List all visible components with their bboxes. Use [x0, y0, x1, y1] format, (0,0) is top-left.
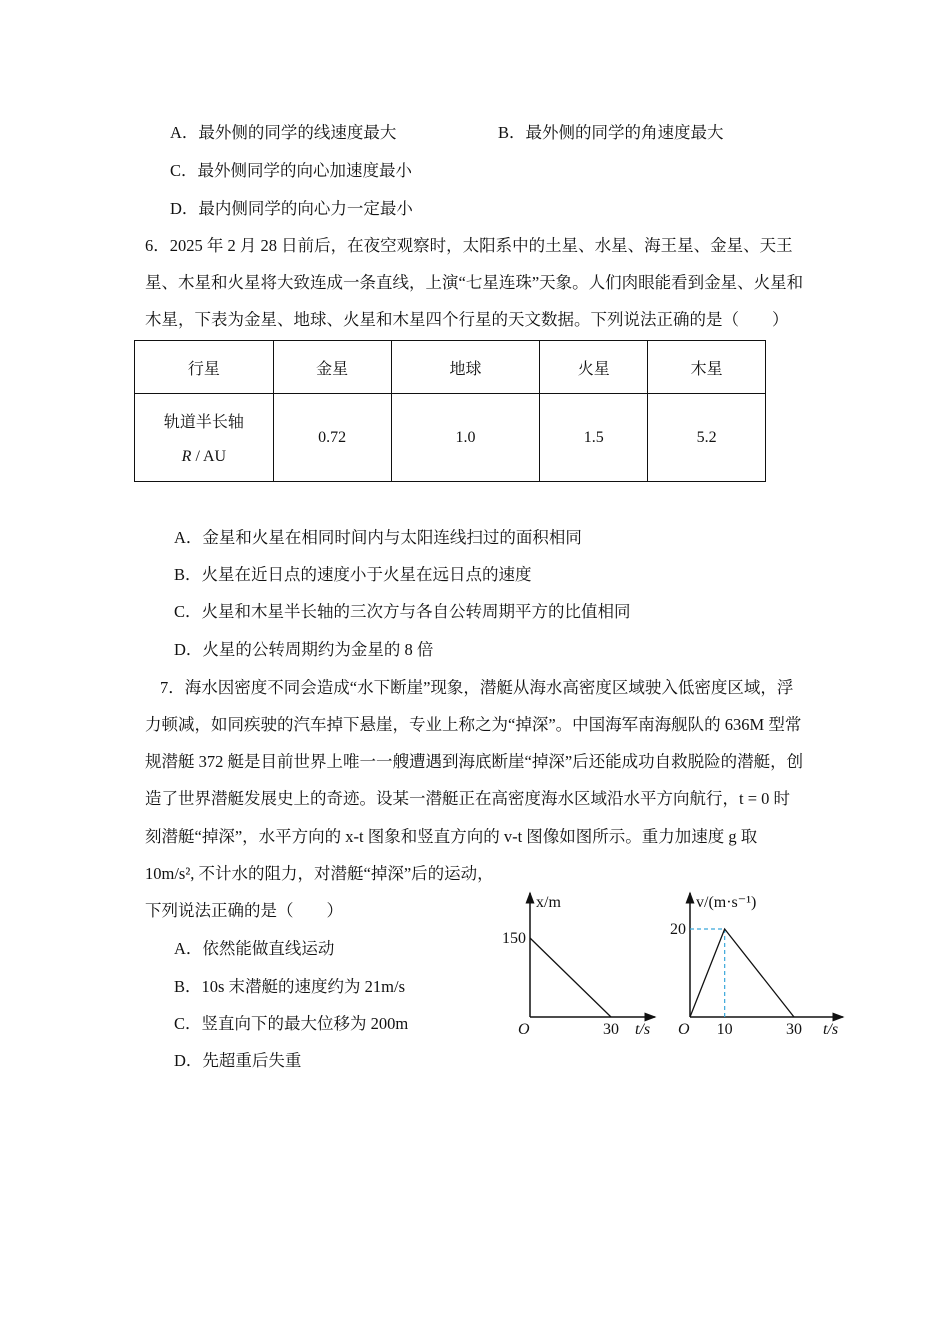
- q7-stem-line: 10m/s², 不计水的阻力，对潜艇“掉深”后的运动，: [145, 864, 494, 883]
- q7-stem-line: 7．海水因密度不同会造成“水下断崖”现象，潜艇从海水高密度区域驶入低密度区域，浮: [160, 678, 794, 697]
- q5-option-b: B．最外侧的同学的角速度最大: [498, 123, 724, 142]
- x-tick-label: 10: [716, 1021, 733, 1038]
- q6-option-a: A．金星和火星在相同时间内与太阳连线扫过的面积相同: [174, 528, 582, 547]
- row-label-text: 轨道半长轴: [163, 414, 244, 431]
- table-header: 金星: [273, 341, 391, 394]
- row-label-var: R: [181, 448, 192, 465]
- q7-stem-line: 刻潜艇“掉深”，水平方向的 x-t 图象和竖直方向的 v-t 图像如图所示。重力加速度 g 取: [145, 827, 758, 846]
- y-axis-label: v/(m·s⁻¹): [696, 894, 757, 911]
- origin-label: O: [678, 1021, 690, 1038]
- series-line: [530, 938, 611, 1017]
- table-cell: 0.72: [273, 394, 391, 482]
- q5-option-d: D．最内侧同学的向心力一定最小: [170, 199, 413, 218]
- q6-option-c: C．火星和木星半长轴的三次方与各自公转周期平方的比值相同: [174, 602, 631, 621]
- table-cell: 1.0: [391, 394, 540, 482]
- q7-option-c: C．竖直向下的最大位移为 200m: [174, 1014, 409, 1033]
- q7-stem-line: 造了世界潜艇发展史上的奇迹。设某一潜艇正在高密度海水区域沿水平方向航行，t = 0 时: [145, 789, 791, 808]
- q6-stem-line: 星、木星和火星将大致连成一条直线，上演“七星连珠”天象。人们肉眼能看到金星、火星和: [145, 273, 804, 292]
- table-cell: 5.2: [648, 394, 766, 482]
- q7-option-d: D．先超重后失重: [174, 1051, 302, 1070]
- x-axis-label: t/s: [823, 1021, 839, 1038]
- q6-stem-line: 木星，下表为金星、地球、火星和木星四个行星的天文数据。下列说法正确的是（ ）: [145, 310, 789, 329]
- table-cell: 1.5: [540, 394, 648, 482]
- y-tick-label: 150: [502, 930, 526, 947]
- x-axis-label: t/s: [635, 1021, 651, 1038]
- origin-label: O: [518, 1021, 530, 1038]
- q7-stem-line: 规潜艇 372 艇是目前世界上唯一一艘遭遇到海底断崖“掉深”后还能成功自救脱险的潜艇，创: [145, 752, 804, 771]
- y-axis-label: x/m: [536, 894, 561, 911]
- q7-stem-line: 下列说法正确的是（ ）: [145, 901, 343, 920]
- table-header: 火星: [540, 341, 648, 394]
- y-tick-label: 20: [670, 921, 686, 938]
- q6-stem-line: 6．2025 年 2 月 28 日前后，在夜空观察时，太阳系中的土星、水星、海王星、金星、天王: [145, 236, 793, 255]
- q7-option-b: B．10s 末潜艇的速度约为 21m/s: [174, 977, 406, 996]
- x-tick-label: 30: [603, 1021, 619, 1038]
- q7-stem-line: 力顿减，如同疾驶的汽车掉下悬崖，专业上称之为“掉深”。中国海军南海舰队的 636M 型常: [145, 715, 802, 734]
- q6-option-d: D．火星的公转周期约为金星的 8 倍: [174, 640, 434, 659]
- row-label-unit-text: / AU: [191, 448, 227, 465]
- q5-option-a: A．最外侧的同学的线速度最大: [170, 123, 397, 142]
- x-tick-label: 30: [786, 1021, 802, 1038]
- table-header: 地球: [391, 341, 540, 394]
- table-header: 行星: [135, 341, 274, 394]
- series-line: [690, 929, 794, 1017]
- q7-option-a: A．依然能做直线运动: [174, 939, 335, 958]
- q5-option-c: C．最外侧同学的向心加速度最小: [170, 161, 413, 180]
- table-header: 木星: [648, 341, 766, 394]
- q6-option-b: B．火星在近日点的速度小于火星在远日点的速度: [174, 565, 532, 584]
